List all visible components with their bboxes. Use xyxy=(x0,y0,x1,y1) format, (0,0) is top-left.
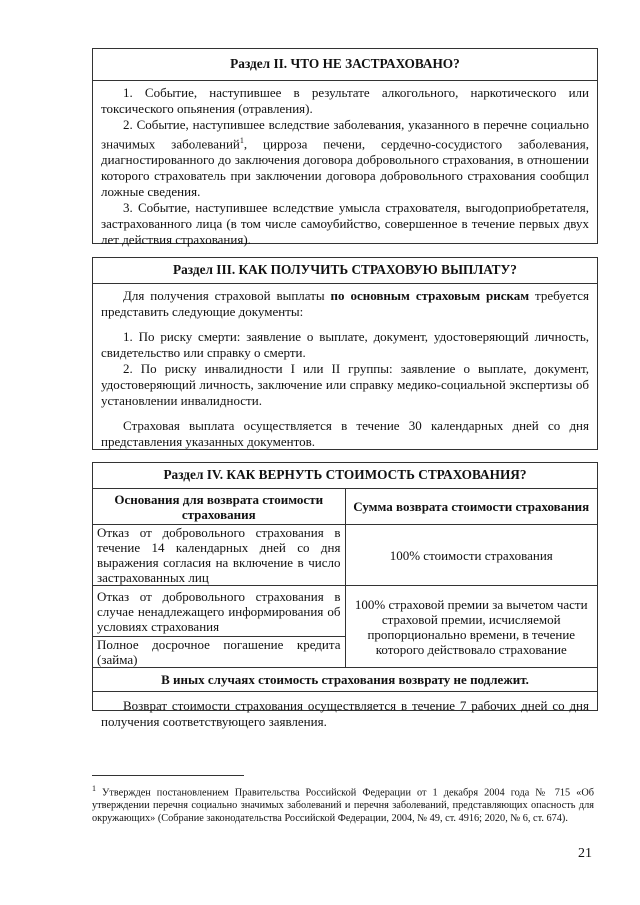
table-row xyxy=(93,525,597,586)
footnote-divider xyxy=(92,775,244,776)
intro-text-end: требуется представить следующие документы: xyxy=(101,288,589,319)
payout-note: Страховая выплата осуществляется в течение 30 календарных дней со дня представления указанных документов. xyxy=(101,418,589,449)
footnote-ref: 1 xyxy=(239,136,244,145)
page-number: 21 xyxy=(578,846,592,861)
section-4-title: Раздел IV. КАК ВЕРНУТЬ СТОИМОСТЬ СТРАХОВАНИЯ? xyxy=(163,467,527,482)
footnote-text: Утвержден постановлением Правительства Российской Федерации от 1 декабря 2004 года № 715 «Об утверждении перечня социально значимых заболеваний и перечня заболеваний, представляющих опасность для окружающих» (Собрание законодательства Российской Федерации, 2004, № 49, ст. 4916; 2020, № 6, ст. 674). xyxy=(92,787,594,825)
document-item-2: 2. По риску инвалидности I или II группы: заявление о выплате, документ, удостоверяющий личность, заключение или справку медико-социальной экспертизы об установлении инвалидности. xyxy=(101,361,589,408)
amount-cell: 100% стоимости страхования xyxy=(345,525,597,586)
exclusion-item-2-text: 2. Событие, наступившее вследствие заболевания, указанного в перечне социально значимых заболеваний xyxy=(101,117,589,152)
section-2-box xyxy=(92,48,598,248)
section-3-box xyxy=(92,257,598,450)
section-3-title: Раздел III. КАК ПОЛУЧИТЬ СТРАХОВУЮ ВЫПЛАТУ? xyxy=(93,258,597,284)
table-row xyxy=(93,586,597,637)
basis-cell: Полное досрочное погашение кредита (займа) xyxy=(93,637,345,668)
other-cases-note: В иных случаях стоимость страхования возврату не подлежит. xyxy=(93,668,597,692)
col-header-basis: Основания для возврата стоимости страхования xyxy=(93,489,345,525)
section-3-intro xyxy=(101,288,589,320)
exclusion-item-3: 3. Событие, наступившее вследствие умысла страхователя, выгодоприобретателя, застрахованного лица (в том числе самоубийство, совершенное в течение первых двух лет действия страхования). xyxy=(101,200,589,248)
basis-cell: Отказ от добровольного страхования в случае ненадлежащего информирования об условиях страхования xyxy=(93,586,345,637)
footnote-mark: 1 xyxy=(92,784,96,793)
refund-note: Возврат стоимости страхования осуществляется в течение 7 рабочих дней со дня получения соответствующего заявления. xyxy=(101,698,589,729)
section-4-box xyxy=(92,462,598,729)
refund-table xyxy=(93,488,597,692)
amount-cell: 100% страховой премии за вычетом части страховой премии, исчисляемой пропорционально времени, в течение которого действовало страхование xyxy=(345,586,597,668)
intro-bold: по основным страховым рискам xyxy=(330,288,530,303)
section-2-title: Раздел II. ЧТО НЕ ЗАСТРАХОВАНО? xyxy=(93,49,597,81)
exclusion-item-2-rest: , цирроза печени, сердечно-сосудистого заболевания, диагностированного до заключения договора добровольного страхования, в отношении которого страхователь при заключении договора добровольного страхования сообщил ложные сведения. xyxy=(101,136,590,200)
col-header-amount: Сумма возврата стоимости страхования xyxy=(345,489,597,525)
intro-text: Для получения страховой выплаты xyxy=(123,288,331,303)
exclusion-item-2 xyxy=(101,117,589,200)
footnote xyxy=(92,782,594,825)
exclusion-item-1: 1. Событие, наступившее в результате алкогольного, наркотического или токсического опьянения (отравления). xyxy=(101,85,589,116)
basis-cell: Отказ от добровольного страхования в течение 14 календарных дней со дня выражения согласия на включение в число застрахованных лиц xyxy=(93,525,345,586)
document-item-1: 1. По риску смерти: заявление о выплате, документ, удостоверяющий личность, свидетельство или справку о смерти. xyxy=(101,329,589,360)
